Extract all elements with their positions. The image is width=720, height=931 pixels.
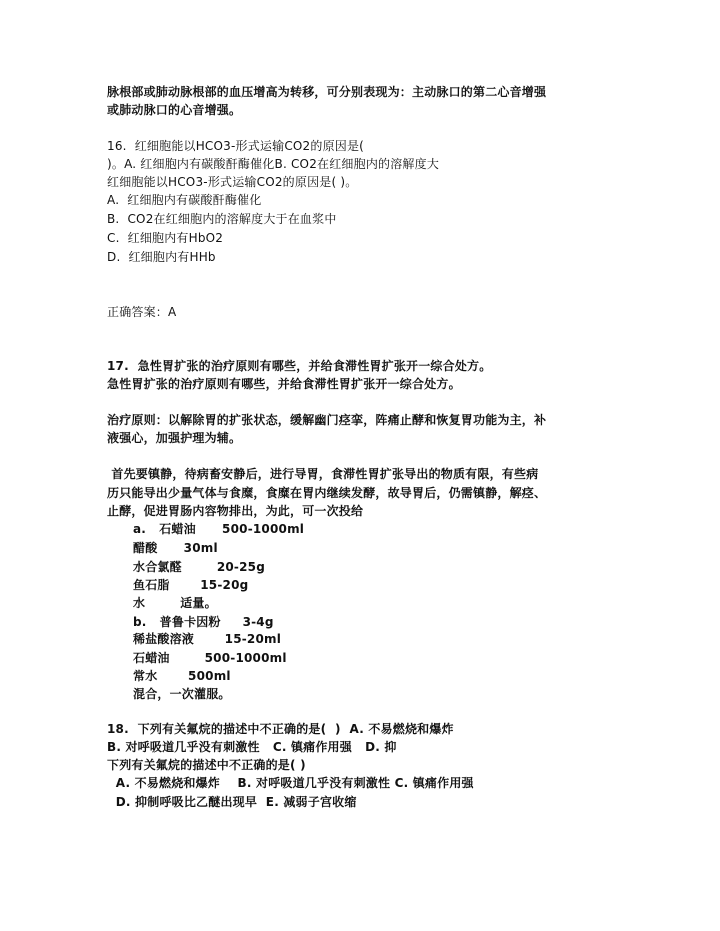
- q15-line-1: 脉根部或肺动脉根部的血压增高为转移，可分别表现为：主动脉口的第二心音增强: [107, 85, 547, 99]
- q17-stem: 17. 急性胃扩张的治疗原则有哪些，并给食滞性胃扩张开一综合处方。: [107, 359, 492, 373]
- q16-answer: 正确答案：A: [107, 305, 177, 319]
- q17-detail-3: 止酵，促进胃肠内容物排出，为此，可一次投给: [107, 504, 364, 518]
- q17-detail-2: 历只能导出少量气体与食糜，食糜在胃内继续发酵，故导胃后，仍需镇静，解痉、: [107, 486, 547, 500]
- q16-question: 红细胞能以HCO3-形式运输CO2的原因是( )。: [107, 175, 358, 189]
- q15-line-2: 或肺动脉口的心音增强。: [107, 103, 242, 117]
- rx-ichthammol: 鱼石脂 15-20g: [133, 578, 249, 592]
- rx-paraffin-2: 石蜡油 500-1000ml: [133, 651, 287, 665]
- q17-principle-2: 液强心，加强护理为辅。: [107, 431, 242, 445]
- q17-question: 急性胃扩张的治疗原则有哪些，并给食滞性胃扩张开一综合处方。: [107, 377, 461, 391]
- rx-chloral-hydrate: 水合氯醛 20-25g: [133, 560, 265, 574]
- q16-option-c: C. 红细胞内有HbO2: [107, 231, 224, 245]
- q18-options-2: D. 抑制呼吸比乙醚出现早 E. 减弱子宫收缩: [107, 795, 357, 809]
- q18-stem-cont: B. 对呼吸道几乎没有刺激性 C. 镇痛作用强 D. 抑: [107, 740, 397, 754]
- q18-stem: 18. 下列有关氟烷的描述中不正确的是( ) A. 不易燃烧和爆炸: [107, 722, 454, 736]
- rx-water: 水 适量。: [133, 596, 217, 610]
- q18-options-1: A. 不易燃烧和爆炸 B. 对呼吸道几乎没有刺激性 C. 镇痛作用强: [107, 776, 474, 790]
- q18-question: 下列有关氟烷的描述中不正确的是( ): [107, 758, 306, 772]
- rx-a-paraffin: a. 石蜡油 500-1000ml: [133, 522, 305, 536]
- q16-stem: 16. 红细胞能以HCO3-形式运输CO2的原因是(: [107, 139, 365, 153]
- q16-option-d: D. 红细胞内有HHb: [107, 250, 216, 264]
- rx-dilute-hcl: 稀盐酸溶液 15-20ml: [133, 632, 282, 646]
- q17-detail-1: 首先要镇静，待病畜安静后，进行导胃，食滞性胃扩张导出的物质有限，有些病: [107, 467, 539, 481]
- rx-instruction: 混合，一次灌服。: [133, 687, 231, 701]
- rx-acetic-acid: 醋酸 30ml: [133, 541, 218, 555]
- q16-option-a: A. 红细胞内有碳酸酐酶催化: [107, 193, 262, 207]
- q17-principle-1: 治疗原则：以解除胃的扩张状态，缓解幽门痉挛，阵痛止酵和恢复胃功能为主，补: [107, 413, 547, 427]
- rx-plain-water: 常水 500ml: [133, 669, 231, 683]
- q16-stem-cont: )。A. 红细胞内有碳酸酐酶催化B. CO2在红细胞内的溶解度大: [107, 157, 440, 171]
- q16-option-b: B. CO2在红细胞内的溶解度大于在血浆中: [107, 212, 337, 226]
- rx-b-procaine: b. 普鲁卡因粉 3-4g: [133, 615, 274, 629]
